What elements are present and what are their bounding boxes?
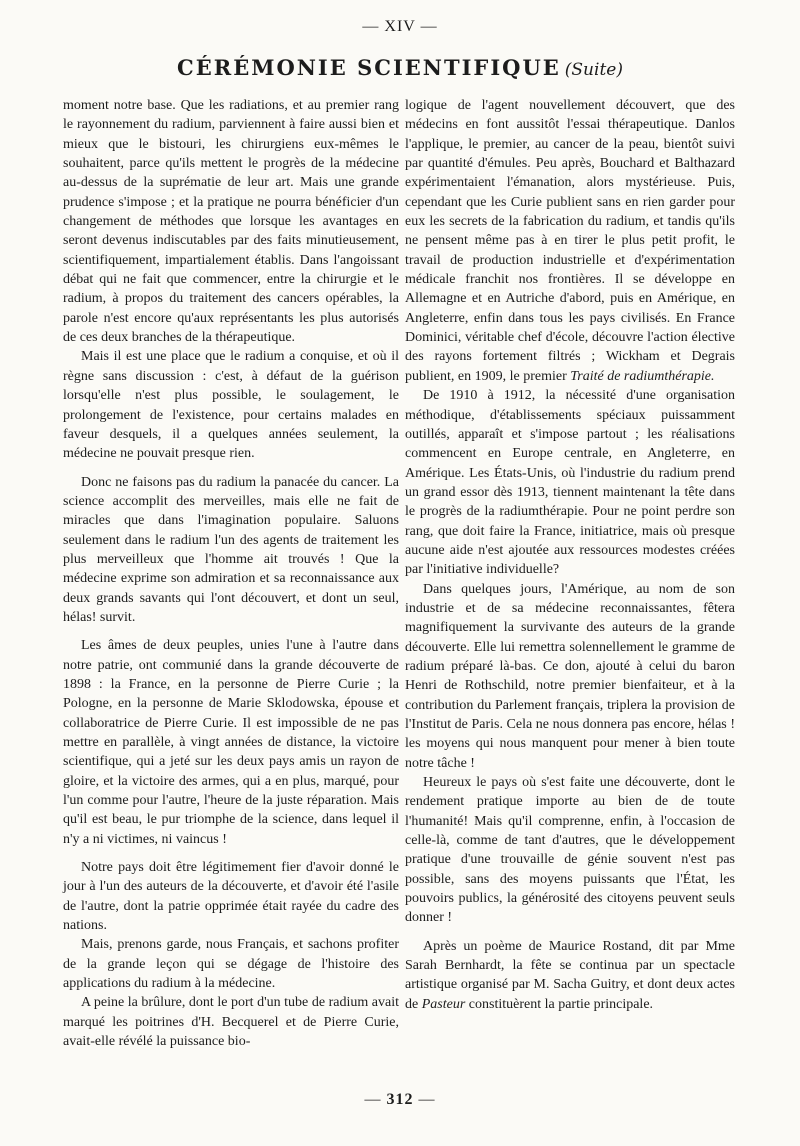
page-footer: — 312 — bbox=[364, 1091, 436, 1108]
paragraph: De 1910 à 1912, la nécessité d'une organisation méthodique, d'établissements spéciaux puissamment outillés, apparaît et s'impose partout ; les réalisations commencent en Europe centrale, en Angleterre, en Amérique. Les États-Unis, où l'industrie du radium prend un grand essor dès 1913, tiennent maintenant la tête dans le progrès de la radiumthérapie. Pour ne point perdre son rang, que doit faire la France, initiatrice, mais où presque aucune aide n'est ajoutée aux ressources modestes créées par l'initiative individuelle? bbox=[405, 388, 735, 578]
paragraph: Donc ne faisons pas du radium la panacée du cancer. La science accomplit des merveilles, mais elle ne fait de miracles que dans l'imagination populaire. Saluons seulement dans le radium l'un des agents de traitement les plus merveilleux que l'homme ait trouvés ! Que la médecine exprime son admiration et sa reconnaissance aux deux grands savants qui l'ont découvert, et dont un seul, hélas! survit. bbox=[63, 474, 399, 625]
left-column bbox=[63, 96, 399, 1052]
italic-title: Pasteur bbox=[421, 996, 466, 1012]
italic-title: Traité de radiumthérapie. bbox=[570, 368, 715, 384]
title-suffix: (Suite) bbox=[564, 60, 623, 80]
paragraph: Mais, prenons garde, nous Français, et sachons profiter de la grande leçon qui se dégage de l'histoire des applications du radium à la médecine. bbox=[63, 937, 399, 992]
paragraph: logique de l'agent nouvellement découvert, que des médecins en font aussitôt l'essai thérapeutique. Danlos l'applique, le premier, au cancer de la peau, bientôt suivi par quantité d'émules. Peu après, Bouchard et Balthazard expérimentaient l'émanation, alors mystérieuse. Puis, cependant que les Curie publient sans en rien garder pour eux les secrets de la fabrication du radium, et tandis qu'ils ne pensent même pas à en tirer le plus petit profit, le travail de production industrielle et d'expérimentation médicale franchit nos frontières. Il se développe en Allemagne et en Autriche d'abord, puis en Amérique, en Angleterre, enfin dans tous les pays civilisés. En France Dominici, véritable chef d'école, découvre l'action élective des rayons fortement filtrés ; Wickham et Degrais publient, en 1909, le premier Traité de radiumthérapie. bbox=[405, 98, 735, 384]
page-number: 312 bbox=[386, 1091, 414, 1108]
right-column bbox=[405, 96, 735, 1014]
paragraph: Dans quelques jours, l'Amérique, au nom de son industrie et de sa médecine reconnaissantes, fêtera magnifiquement la survivante des auteurs de la grande découverte. Elle lui remettra solennellement le gramme de radium préparé là-bas. Ce don, ajouté à celui du baron Henri de Rothschild, notre premier bienfaiteur, et à la contribution du Parlement français, triplera la provision de l'Institut de Paris. Cela ne nous donnera pas encore, hélas ! les moyens qui nous manquent pour mener à bien toute notre tâche ! bbox=[405, 581, 735, 771]
paragraph: Heureux le pays où s'est faite une découverte, dont le rendement pratique importe au bien de de toute l'humanité! Mais qu'il comprenne, enfin, à l'occasion de celle-là, comme de tant d'autres, que le développement pratique d'une trouvaille de génie souvent n'est pas possible, sans des moyens puissants que l'État, les pouvoirs publics, la générosité des citoyens peuvent seuls donner ! bbox=[405, 775, 735, 926]
paragraph: moment notre base. Que les radiations, et au premier rang le rayonnement du radium, parviennent à faire aussi bien et mieux que le bistouri, les chirurgiens eux-mêmes le souhaitent, parce qu'ils mettent le progrès de la médecine au-dessus de la suprématie de leur art. Mais une grande prudence s'impose ; et la pratique ne pourra bénéficier d'un changement de méthodes que lorsque les avantages en seront devenus indiscutables par des faits minutieusement, scientifiquement, impartialement établis. Dans l'angoissant débat qui ne fait que commencer, entre la chirurgie et le radium, à propos du traitement des cancers opérables, la parole n'est encore qu'aux représentants les plus autorisés de ces deux branches de la thérapeutique. bbox=[63, 98, 399, 346]
paragraph: A peine la brûlure, dont le port d'un tube de radium avait marqué les poitrines d'H. Becquerel et de Pierre Curie, avait-elle révélé la puissance bio- bbox=[63, 995, 399, 1050]
paragraph: Les âmes de deux peuples, unies l'une à l'autre dans notre patrie, ont communié dans la grande découverte de 1898 : la France, en la personne de Pierre Curie ; la Pologne, en la personne de Marie Sklodowska, épouse et collaboratrice de Pierre Curie. Il est impossible de ne pas mettre en parallèle, à vingt années de distance, la victoire scientifique, qui a jeté sur les deux pays amis un rayon de gloire, et la victoire des armes, qui a en plus, marqué, pour l'un comme pour l'autre, l'heure de la juste réparation. Mais qu'il est beau, le pur triomphe de la science, dans lequel il n'y a ni victimes, ni vaincus ! bbox=[63, 638, 399, 847]
paragraph: Après un poème de Maurice Rostand, dit par Mme Sarah Bernhardt, la fête se continua par un spectacle artistique organisé par M. Sacha Guitry, et dont deux actes de Pasteur constituèrent la partie principale. bbox=[405, 938, 736, 1012]
article-title bbox=[0, 55, 800, 80]
paragraph: Notre pays doit être légitimement fier d'avoir donné le jour à l'un des auteurs de la découverte, et d'avoir été l'asile de l'autre, dont la patrie opprimée était rayée du cadre des nations. bbox=[63, 860, 399, 934]
roman-page-number: XIV bbox=[384, 18, 416, 35]
honorific: Mme bbox=[705, 938, 736, 954]
title-text: CÉRÉMONIE SCIENTIFIQUE bbox=[177, 55, 561, 80]
page-header-roman: — XIV — bbox=[362, 18, 438, 35]
paragraph: Mais il est une place que le radium a conquise, et où il règne sans discussion : c'est, à défaut de la guérison lorsqu'elle n'est plus possible, le soulagement, le prolongement de l'existence, pour certains malades en faveur desquels, il a quelques années seulement, la médecine ne pouvait presque rien. bbox=[63, 349, 399, 462]
